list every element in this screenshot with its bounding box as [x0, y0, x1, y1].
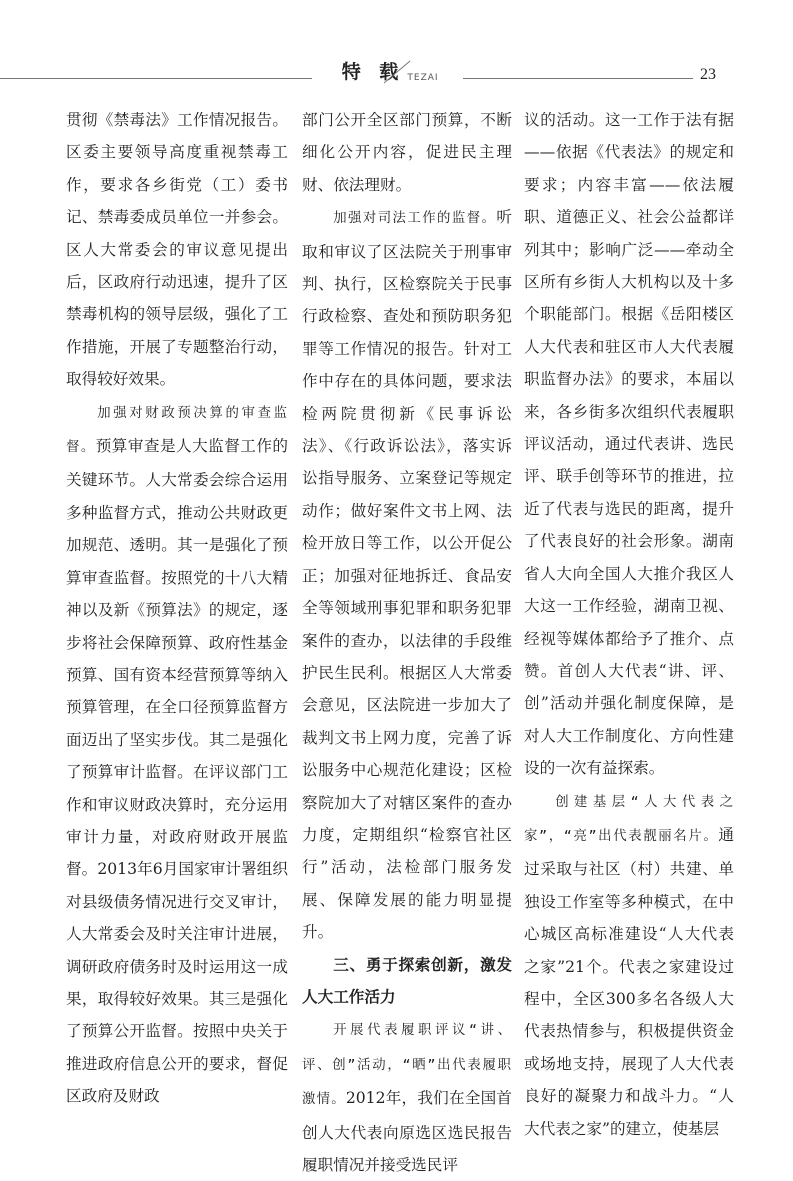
paragraph	[66, 396, 288, 1113]
paragraph	[66, 104, 288, 396]
text-column-1	[66, 104, 288, 1106]
text-column-2	[302, 104, 513, 1174]
paragraph	[524, 785, 734, 1145]
paragraph-lead: 创建基层“人大代表之家”，“亮”出代表靓丽名片。	[524, 794, 734, 844]
header-rule-left	[0, 78, 312, 79]
paragraph	[302, 104, 512, 201]
paragraph-text: 部门公开全区部门预算，不断细化公开内容，促进民主理财、依法理财。	[302, 111, 512, 194]
paragraph-text: 贯彻《禁毒法》工作情况报告。区委主要领导高度重视禁毒工作，要求各乡街党（工）委书记、禁毒委成员单位一并参会。区人大常委会的审议意见提出后，区政府行动迅速，提升了区禁毒机构的领导层级，强化了工作措施，开展了专题整治行动，取得较好效果。	[66, 111, 288, 389]
paragraph-lead: 开展代表履职评议“讲、评、创”活动，“晒”出代表履职激情。	[302, 1023, 512, 1108]
paragraph	[524, 104, 734, 785]
section-title: 特 载	[341, 61, 405, 83]
header-rule-right	[463, 78, 693, 79]
paragraph-lead: 加强对司法工作的监督。	[333, 211, 497, 227]
paragraph-text: 通过采取与社区（村）共建、单独设工作室等多种模式，在中心城区高标准建设“人大代表之家”21个。代表之家建设过程中，全区300多名各级人大代表热情参与，积极提供资金或场地支持，展现了人大代表良好的凝聚力和战斗力。“人大代表之家”的建立，使基层	[524, 825, 734, 1138]
text-column-3	[524, 104, 734, 1138]
section-heading: 三、勇于探索创新，激发人大工作活力	[302, 955, 512, 1006]
paragraph-text: 听取和审议了区法院关于刑事审判、执行，区检察院关于民事行政检察、查处和预防职务犯罪等工作情况的报告。针对工作中存在的具体问题，要求法检两院贯彻新《民事诉讼法》、《行政诉讼法》，落实诉讼指导服务、立案登记等规定动作；做好案件文书上网、法检开放日等工作，以公开促公正；加强对征地拆迁、食品安全等领域刑事犯罪和职务犯罪案件的查办，以法律的手段维护民生民利。根据区人大常委会意见，区法院进一步加大了裁判文书上网力度，完善了诉讼服务中心规范化建设；区检察院加大了对辖区案件的查办力度，定期组织“检察官社区行”活动，法检部门服务发展、保障发展的能力明显提升。	[302, 208, 512, 942]
paragraph-text: 预算审查是人大监督工作的关键环节。人大常委会综合运用多种监督方式，推动公共财政更加规范、透明。其一是强化了预算审查监督。按照党的十八大精神以及新《预算法》的规定，逐步将社会保障预算、政府性基金预算、国有资本经营预算等纳入预算管理，在全口径预算监督方面迈出了坚实步伐。其二是强化了预算审计监督。在评议部门工作和审议财政决算时，充分运用审计力量，对政府财政开展监督。2013年6月国家审计署组织对县级债务情况进行交叉审计，人大常委会及时关注审计进展，调研政府债务时及时运用这一成果，取得较好效果。其三是强化了预算公开监督。按照中央关于推进政府信息公开的要求，督促区政府及财政	[66, 437, 288, 1106]
page-number: 23	[700, 66, 716, 83]
paragraph-text: 议的活动。这一工作于法有据——依据《代表法》的规定和要求；内容丰富——依法履职、道德正义、社会公益都详列其中；影响广泛——牵动全区所有乡街人大机构以及十多个职能部门。根据《岳阳楼区人大代表和驻区市人大代表履职监督办法》的要求，本届以来，各乡街多次组织代表履职评议活动，通过代表讲、选民评、联手创等环节的推进，拉近了代表与选民的距离，提升了代表良好的社会形象。湖南省人大向全国人大推介我区人大这一工作经验，湖南卫视、经视等媒体都给予了推介、点赞。首创人大代表“讲、评、创”活动并强化制度保障，是对人大工作制度化、方向性建设的一次有益探索。	[524, 111, 734, 778]
section-subtitle: TEZAI	[407, 73, 439, 83]
paragraph-text: 2012年，我们在全国首创人大代表向原选区选民报告履职情况并接受选民评	[302, 1089, 513, 1174]
paragraph	[302, 201, 512, 948]
paragraph	[302, 1013, 512, 1181]
paragraph-lead: 加强对财政预决算的审查监督。	[66, 405, 288, 456]
